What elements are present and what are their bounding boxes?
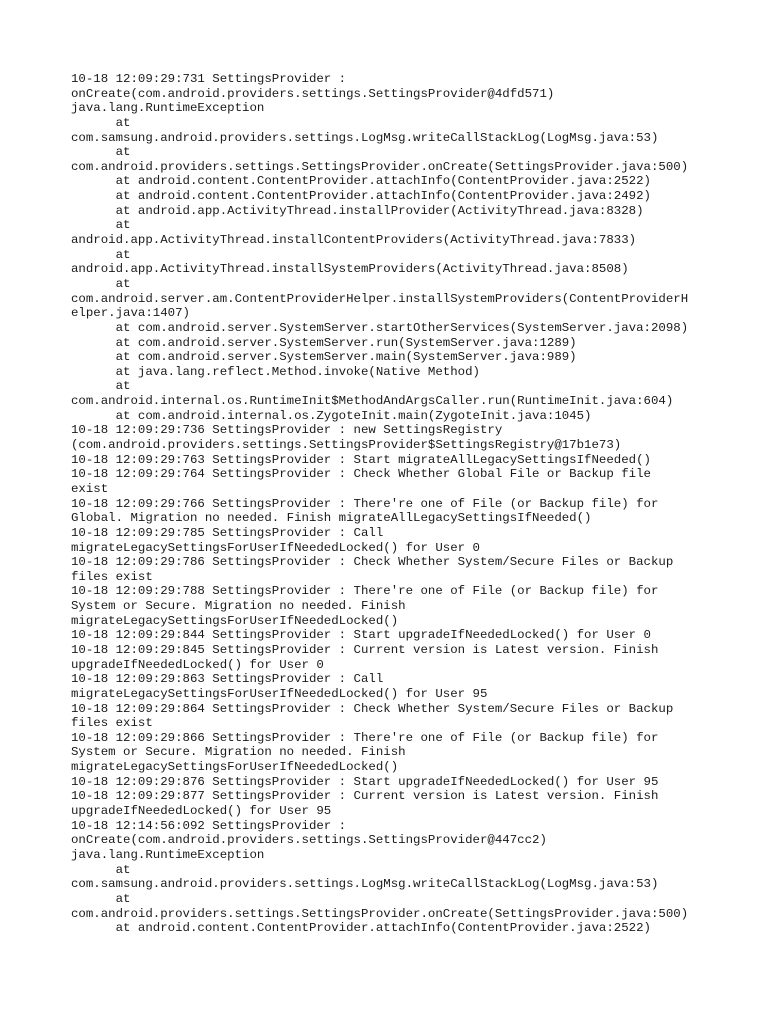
log-line: at java.lang.reflect.Method.invoke(Native Method) xyxy=(71,364,480,379)
log-line: at android.content.ContentProvider.attachInfo(ContentProvider.java:2522) xyxy=(71,174,651,189)
log-line: upgradeIfNeededLocked() for User 95 xyxy=(71,804,332,819)
log-line: com.android.server.am.ContentProviderHelper.installSystemProviders(ContentProviderH xyxy=(71,291,689,306)
log-line: files exist xyxy=(71,569,153,584)
log-line: at xyxy=(71,862,131,877)
log-line: elper.java:1407) xyxy=(71,306,190,321)
log-line: 10-18 12:09:29:866 SettingsProvider : There're one of File (or Backup file) for xyxy=(71,730,659,745)
log-line: 10-18 12:09:29:766 SettingsProvider : There're one of File (or Backup file) for xyxy=(71,496,659,511)
log-line: migrateLegacySettingsForUserIfNeededLocked() for User 95 xyxy=(71,686,488,701)
log-line: 10-18 12:09:29:844 SettingsProvider : Start upgradeIfNeededLocked() for User 0 xyxy=(71,628,651,643)
log-line: upgradeIfNeededLocked() for User 0 xyxy=(71,657,324,672)
log-line: System or Secure. Migration no needed. Finish xyxy=(71,745,406,760)
log-line: 10-18 12:09:29:845 SettingsProvider : Current version is Latest version. Finish xyxy=(71,642,659,657)
log-line: 10-18 12:09:29:864 SettingsProvider : Check Whether System/Secure Files or Backup xyxy=(71,701,674,716)
log-line: at android.content.ContentProvider.attachInfo(ContentProvider.java:2492) xyxy=(71,189,651,204)
log-line: at android.content.ContentProvider.attachInfo(ContentProvider.java:2522) xyxy=(71,921,651,936)
log-line: 10-18 12:09:29:736 SettingsProvider : new SettingsRegistry xyxy=(71,423,503,438)
log-line: java.lang.RuntimeException xyxy=(71,101,265,116)
log-line: at xyxy=(71,379,131,394)
log-line: at com.android.internal.os.ZygoteInit.main(ZygoteInit.java:1045) xyxy=(71,408,592,423)
log-line: java.lang.RuntimeException xyxy=(71,847,265,862)
log-line: com.android.providers.settings.SettingsProvider.onCreate(SettingsProvider.java:500) xyxy=(71,906,689,921)
log-line: 10-18 12:09:29:788 SettingsProvider : There're one of File (or Backup file) for xyxy=(71,584,659,599)
log-line: at xyxy=(71,115,131,130)
log-line: migrateLegacySettingsForUserIfNeededLocked() for User 0 xyxy=(71,540,480,555)
log-line: android.app.ActivityThread.installContentProviders(ActivityThread.java:7833) xyxy=(71,233,637,248)
log-text xyxy=(71,72,711,936)
log-line: at xyxy=(71,891,131,906)
log-line: migrateLegacySettingsForUserIfNeededLocked() xyxy=(71,760,399,775)
log-line: (com.android.providers.settings.SettingsProvider$SettingsRegistry@17b1e73) xyxy=(71,438,622,453)
log-line: at xyxy=(71,276,131,291)
log-line: exist xyxy=(71,481,109,496)
log-line: at com.android.server.SystemServer.startOtherServices(SystemServer.java:2098) xyxy=(71,320,689,335)
log-line: 10-18 12:09:29:876 SettingsProvider : Start upgradeIfNeededLocked() for User 95 xyxy=(71,774,659,789)
log-line: 10-18 12:09:29:731 SettingsProvider : xyxy=(71,72,347,86)
log-line: System or Secure. Migration no needed. Finish xyxy=(71,599,406,614)
log-line: at com.android.server.SystemServer.main(SystemServer.java:989) xyxy=(71,350,577,365)
log-line: 10-18 12:14:56:092 SettingsProvider : xyxy=(71,818,347,833)
log-line: 10-18 12:09:29:785 SettingsProvider : Call xyxy=(71,525,384,540)
log-line: android.app.ActivityThread.installSystemProviders(ActivityThread.java:8508) xyxy=(71,262,629,277)
log-line: 10-18 12:09:29:863 SettingsProvider : Call xyxy=(71,672,384,687)
log-line: 10-18 12:09:29:763 SettingsProvider : Start migrateAllLegacySettingsIfNeeded() xyxy=(71,452,651,467)
log-line: onCreate(com.android.providers.settings.SettingsProvider@4dfd571) xyxy=(71,86,555,101)
log-line: 10-18 12:09:29:786 SettingsProvider : Check Whether System/Secure Files or Backup xyxy=(71,555,674,570)
log-line: Global. Migration no needed. Finish migrateAllLegacySettingsIfNeeded() xyxy=(71,511,592,526)
log-line: onCreate(com.android.providers.settings.SettingsProvider@447cc2) xyxy=(71,833,547,848)
log-line: at xyxy=(71,247,131,262)
log-line: migrateLegacySettingsForUserIfNeededLocked() xyxy=(71,613,399,628)
log-line: at com.android.server.SystemServer.run(SystemServer.java:1289) xyxy=(71,335,577,350)
log-line: com.android.providers.settings.SettingsProvider.onCreate(SettingsProvider.java:500) xyxy=(71,159,689,174)
log-line: at xyxy=(71,145,131,160)
log-line: com.samsung.android.providers.settings.LogMsg.writeCallStackLog(LogMsg.java:53) xyxy=(71,877,659,892)
log-line: com.samsung.android.providers.settings.LogMsg.writeCallStackLog(LogMsg.java:53) xyxy=(71,130,659,145)
log-line: files exist xyxy=(71,716,153,731)
log-line: 10-18 12:09:29:877 SettingsProvider : Current version is Latest version. Finish xyxy=(71,789,659,804)
log-line: at android.app.ActivityThread.installProvider(ActivityThread.java:8328) xyxy=(71,203,644,218)
log-line: at xyxy=(71,218,131,233)
log-line: 10-18 12:09:29:764 SettingsProvider : Check Whether Global File or Backup file xyxy=(71,467,651,482)
log-line: com.android.internal.os.RuntimeInit$MethodAndArgsCaller.run(RuntimeInit.java:604) xyxy=(71,394,674,409)
